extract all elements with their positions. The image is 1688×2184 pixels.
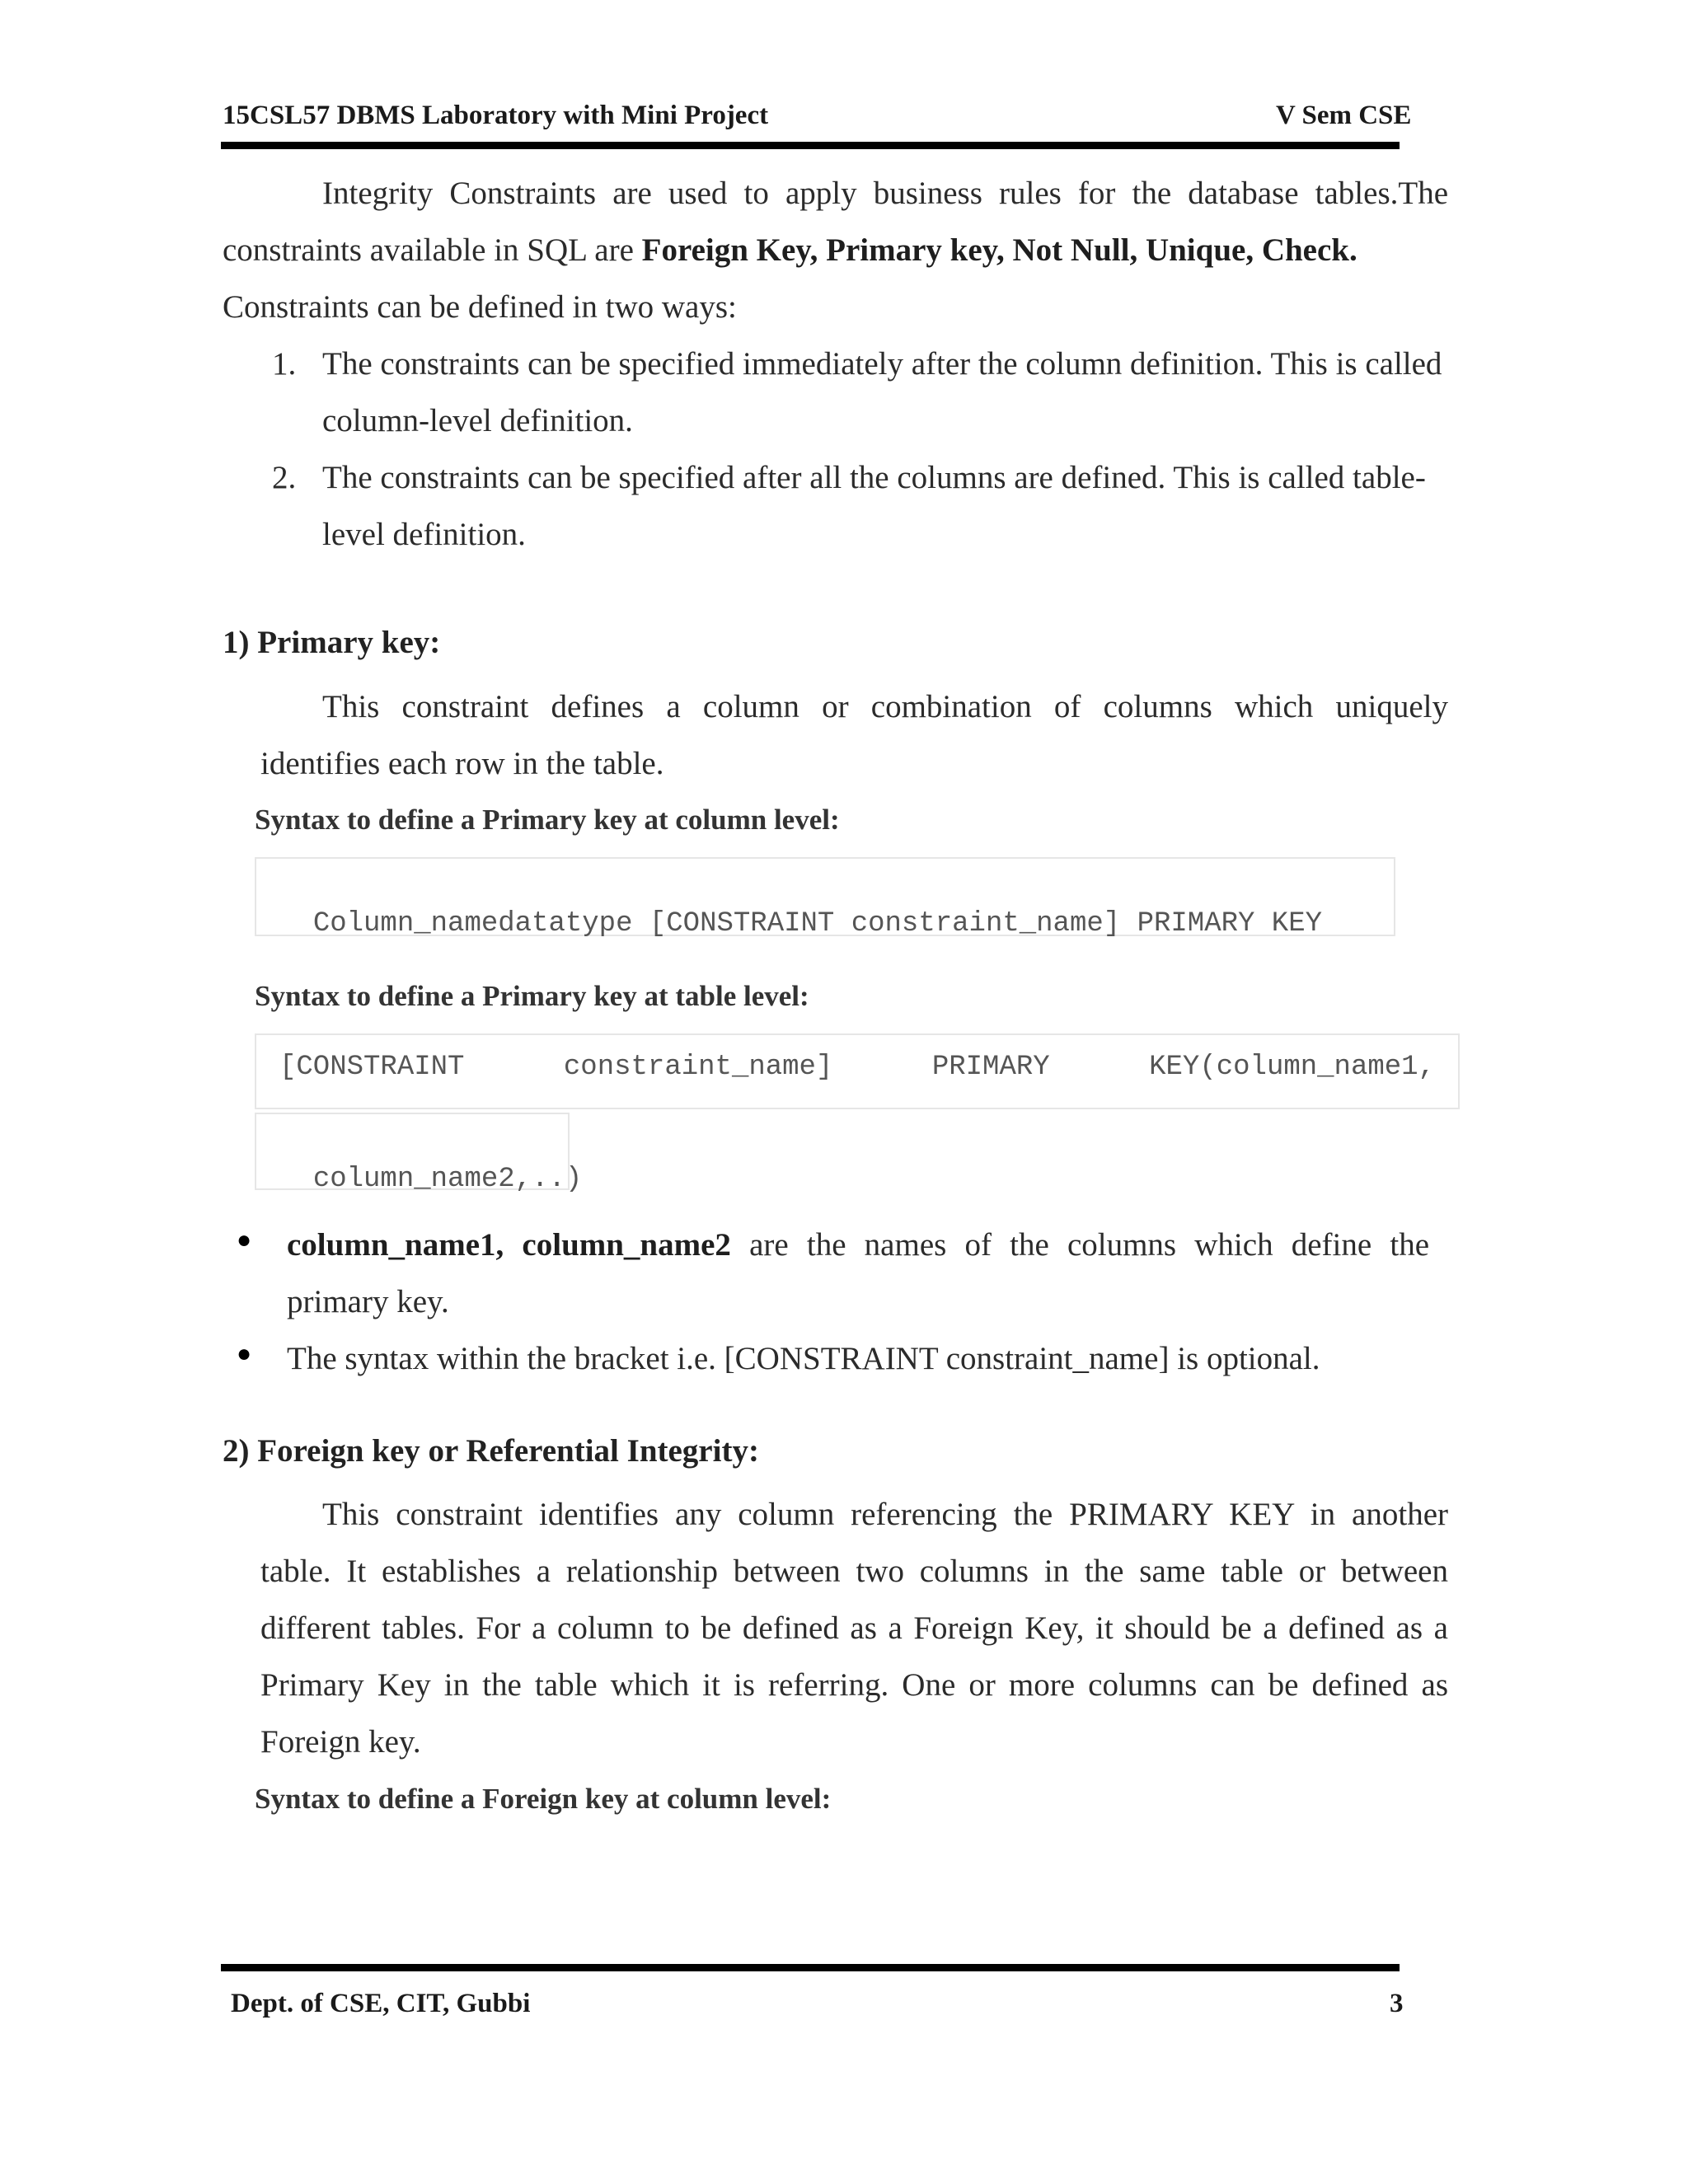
section-heading-primary-key: 1) Primary key: <box>223 625 441 660</box>
header-title: 15CSL57 DBMS Laboratory with Mini Project <box>223 101 769 130</box>
list-item-line: level definition. <box>322 517 526 552</box>
intro-line-3: Constraints can be defined in two ways: <box>223 289 737 325</box>
code-token: [CONSTRAINT <box>279 1052 465 1083</box>
list-item-line: The constraints can be specified immediately after the column definition. This is called <box>322 346 1442 382</box>
header-rule <box>221 142 1400 149</box>
code-block-primary-key-column <box>255 857 1395 940</box>
code-token: constraint_name] <box>563 1052 833 1083</box>
list-item-number: 1. <box>272 346 297 382</box>
code-line: Column_namedatatype [CONSTRAINT constraint_name] PRIMARY KEY <box>312 908 1323 940</box>
bullet-icon: ● <box>237 1226 252 1254</box>
bullet-line: primary key. <box>287 1284 449 1319</box>
footer-rule <box>221 1964 1400 1971</box>
list-item-number: 2. <box>272 460 297 495</box>
intro-line-2 <box>223 222 1357 279</box>
foreign-key-line: This constraint identifies any column referencing the PRIMARY KEY in another <box>322 1497 1448 1532</box>
bullet-line <box>287 1216 1429 1273</box>
primary-key-desc-line-1: This constraint defines a column or combination of columns which uniquely <box>322 689 1448 724</box>
constraint-list: Foreign Key, Primary key, Not Null, Unique, Check. <box>641 232 1357 268</box>
primary-key-desc-line-2: identifies each row in the table. <box>260 746 664 781</box>
header-semester: V Sem CSE <box>1276 101 1412 130</box>
column-names: column_name1, column_name2 <box>287 1227 731 1263</box>
code-block-continuation <box>255 1113 583 1195</box>
bullet-text: are the names of the columns which define the <box>730 1227 1430 1263</box>
bullet-icon: ● <box>237 1340 252 1367</box>
bullet-line: The syntax within the bracket i.e. [CONSTRAINT constraint_name] is optional. <box>287 1341 1320 1376</box>
list-item-line: column-level definition. <box>322 403 633 438</box>
list-item-line: The constraints can be specified after all the columns are defined. This is called table- <box>322 460 1426 495</box>
page-number: 3 <box>1390 1989 1404 2018</box>
code-line: column_name2,..) <box>312 1164 583 1195</box>
footer-department: Dept. of CSE, CIT, Gubbi <box>231 1989 531 2018</box>
syntax-heading: Syntax to define a Foreign key at column level: <box>255 1783 832 1815</box>
intro-line-1: Integrity Constraints are used to apply business rules for the database tables.The <box>322 176 1448 211</box>
syntax-heading: Syntax to define a Primary key at column level: <box>255 804 840 836</box>
foreign-key-line: Primary Key in the table which it is referring. One or more columns can be defined as <box>260 1667 1448 1703</box>
foreign-key-line: table. It establishes a relationship between two columns in the same table or between <box>260 1554 1448 1589</box>
foreign-key-line: different tables. For a column to be defined as a Foreign Key, it should be a defined as a <box>260 1610 1448 1646</box>
code-token: PRIMARY <box>931 1052 1050 1083</box>
syntax-heading: Syntax to define a Primary key at table level: <box>255 980 809 1012</box>
intro-line-2-text: constraints available in SQL are <box>223 232 642 268</box>
code-block-primary-key-table <box>255 1033 1460 1109</box>
code-token: KEY(column_name1, <box>1149 1052 1435 1083</box>
foreign-key-line: Foreign key. <box>260 1724 421 1760</box>
section-heading-foreign-key: 2) Foreign key or Referential Integrity: <box>223 1433 759 1469</box>
